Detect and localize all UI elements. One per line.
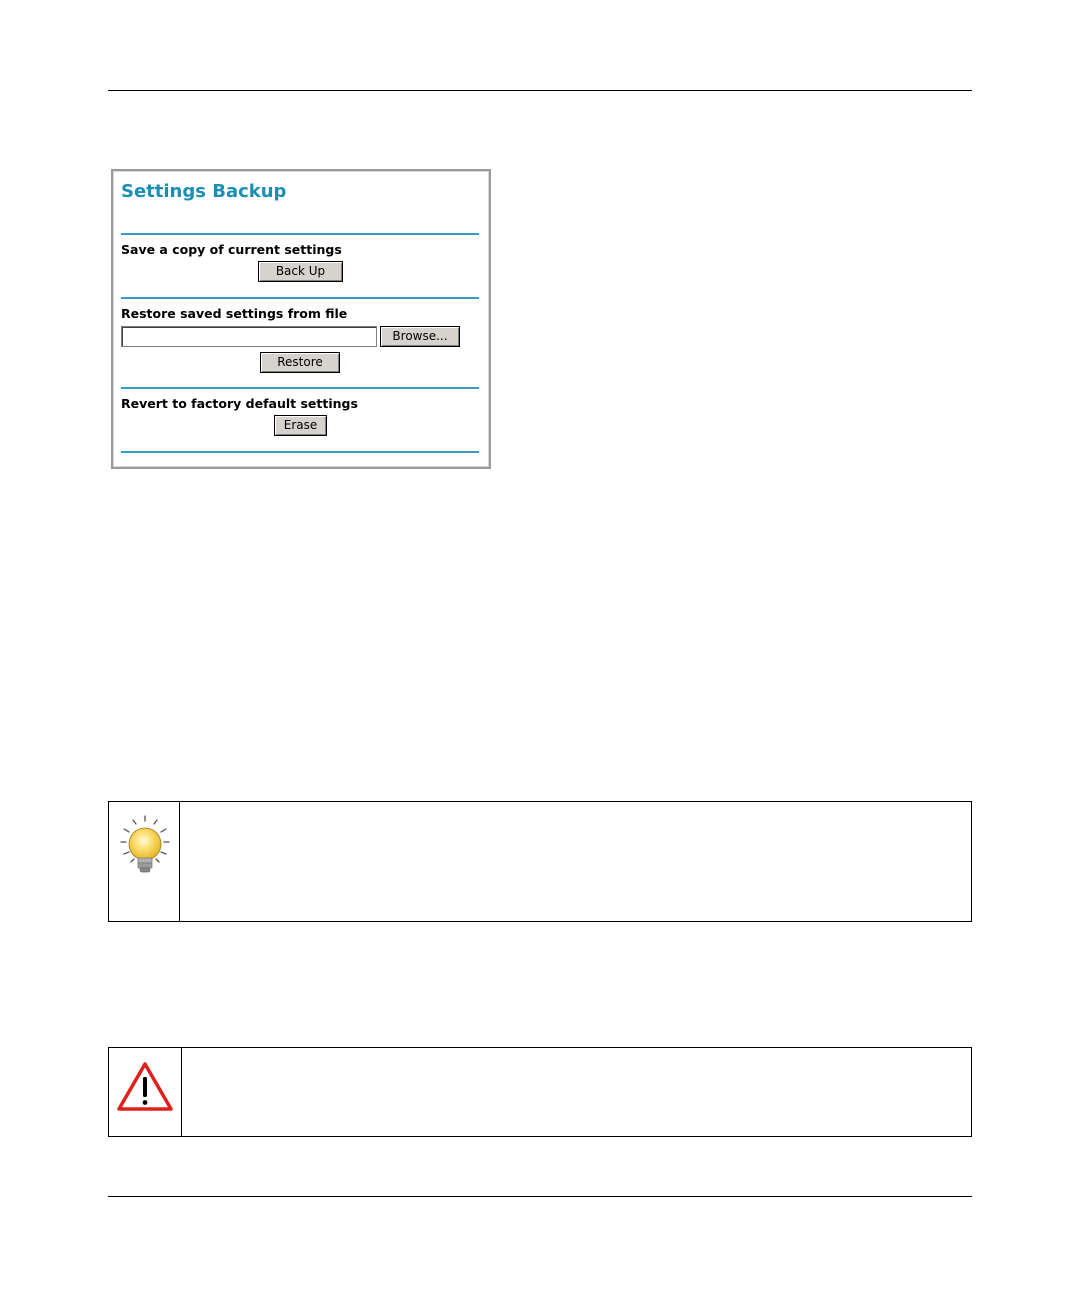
section-divider [121, 451, 479, 453]
warning-icon [109, 1048, 181, 1118]
warning-icon-cell [109, 1048, 182, 1136]
page-title: Settings Backup [121, 181, 287, 202]
section-divider [121, 387, 479, 389]
header-rule [108, 90, 972, 91]
section-divider [121, 233, 479, 235]
backup-section-label: Save a copy of current settings [121, 242, 342, 257]
back-up-button[interactable]: Back Up [258, 261, 343, 282]
footer-rule [108, 1196, 972, 1197]
warning-box [108, 1047, 972, 1137]
erase-section-label: Revert to factory default settings [121, 396, 358, 411]
settings-backup-panel [111, 169, 491, 469]
lightbulb-icon [109, 802, 179, 882]
section-divider [121, 297, 479, 299]
restore-file-path-input[interactable] [121, 326, 377, 347]
browse-button[interactable]: Browse... [380, 326, 460, 347]
warning-text [182, 1048, 971, 1136]
tip-text [180, 802, 971, 921]
erase-button[interactable]: Erase [274, 415, 327, 436]
restore-section-label: Restore saved settings from file [121, 306, 348, 321]
restore-button[interactable]: Restore [260, 352, 340, 373]
tip-icon-cell [109, 802, 180, 921]
tip-box [108, 801, 972, 922]
